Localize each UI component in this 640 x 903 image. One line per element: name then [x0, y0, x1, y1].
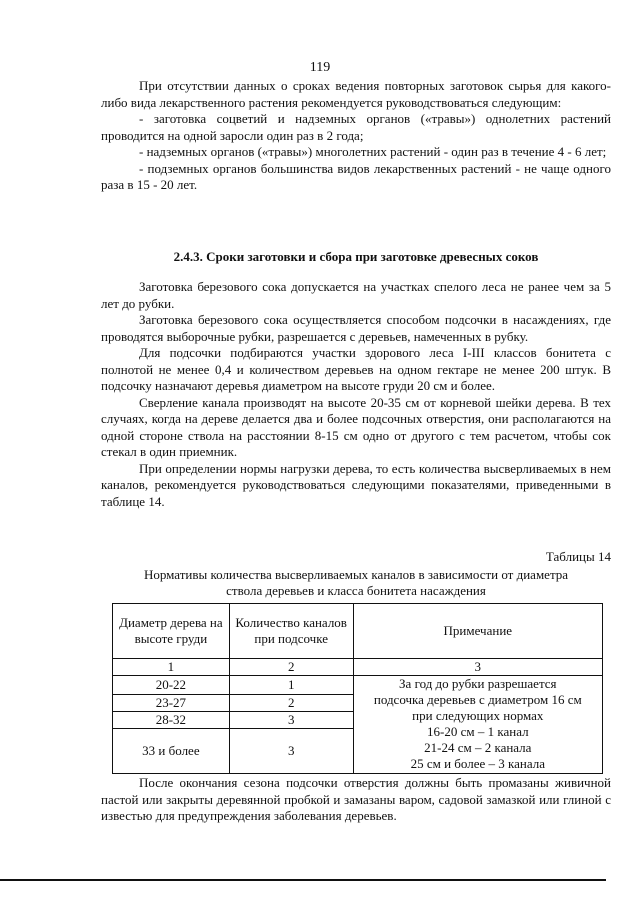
channels-cell: 3 — [229, 712, 353, 729]
note-line: при следующих нормах — [412, 708, 544, 723]
section-heading: 2.4.3. Сроки заготовки и сбора при заготовке древесных соков — [173, 249, 539, 264]
intro-item: - подземных органов большинства видов лекарственных растений - не чаще одного раза в 15 - 20 лет. — [101, 160, 611, 192]
column-number: 2 — [229, 659, 353, 676]
diameter-cell: 33 и более — [113, 729, 230, 774]
note-cell — [353, 676, 602, 774]
header-note: Примечание — [353, 604, 602, 659]
paragraph: Сверление канала производят на высоте 20-35 см от корневой шейки дерева. В тех случаях, когда на дереве делается два и более подсочных отверстия, они располагаются на одной стороне ствола на расстоянии 8-15 см одно от другого с тем расчетом, чтобы сок стекал в один приемник. — [101, 394, 611, 459]
table-label: Таблицы 14 — [545, 549, 611, 564]
table-title — [101, 567, 611, 599]
column-number: 1 — [113, 659, 230, 676]
footer-rule — [0, 879, 606, 881]
intro-block — [101, 78, 611, 194]
intro-item: - надземных органов («травы») многолетних растений - один раз в течение 4 - 6 лет; — [139, 144, 607, 159]
closing-block — [101, 775, 611, 825]
note-line: 16-20 см – 1 канал — [427, 724, 529, 739]
diameter-cell: 20-22 — [113, 676, 230, 695]
intro-lead: При отсутствии данных о сроках ведения повторных заготовок сырья для какого-либо вида лекарственного растения рекомендуется руководствоваться следующим: — [101, 78, 611, 110]
norms-table — [112, 603, 603, 774]
diameter-cell: 23-27 — [113, 695, 230, 712]
channels-cell: 3 — [229, 729, 353, 774]
header-diameter: Диаметр дерева на высоте груди — [113, 604, 230, 659]
body-block — [101, 279, 611, 510]
diameter-cell: 28-32 — [113, 712, 230, 729]
note-line: 21-24 см – 2 канала — [424, 740, 532, 755]
channels-cell: 2 — [229, 695, 353, 712]
paragraph: Для подсочки подбираются участки здорового леса I-III классов бонитета с полнотой не менее 0,4 и количеством деревьев на одном гектаре не менее 200 штук. В подсочку назначают деревья диаметром на высоте груди 20 см и более. — [101, 345, 611, 393]
table-title-line: ствола деревьев и класса бонитета насаждения — [226, 583, 486, 598]
intro-item: - заготовка соцветий и надземных органов («травы») однолетних растений проводится на одной заросли один раз в 2 года; — [101, 111, 611, 143]
header-channels: Количество каналов при подсочке — [229, 604, 353, 659]
column-number: 3 — [353, 659, 602, 676]
closing-paragraph: После окончания сезона подсочки отверстия должны быть промазаны живичной пастой или закрыты деревянной пробкой и замазаны варом, садовой замазкой или глиной с известью для предупреждения заболевания деревьев. — [101, 775, 611, 823]
page-number: 119 — [309, 60, 331, 75]
table-row — [113, 676, 603, 695]
paragraph: При определении нормы нагрузки дерева, то есть количества высверливаемых в нем каналов, рекомендуется руководствоваться следующими показателями, приведенными в таблице 14. — [101, 460, 611, 509]
note-line: 25 см и более – 3 канала — [410, 756, 545, 771]
paragraph: Заготовка березового сока допускается на участках спелого леса не ранее чем за 5 лет до рубки. — [101, 279, 611, 311]
table-title-line: Нормативы количества высверливаемых каналов в зависимости от диаметра — [143, 567, 569, 582]
note-line: подсочка деревьев с диаметром 16 см — [373, 692, 582, 707]
paragraph: Заготовка березового сока осуществляется способом подсочки в насаждениях, где проводятся выборочные рубки, разрешается с деревьев, намеченных в рубку. — [101, 312, 611, 344]
note-line: За год до рубки разрешается — [399, 676, 557, 691]
channels-cell: 1 — [229, 676, 353, 695]
